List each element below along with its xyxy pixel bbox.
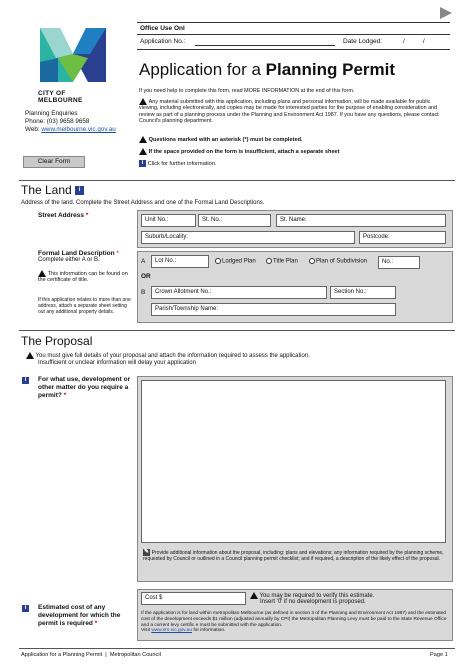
unit-no-field[interactable]: Unit No.:	[141, 214, 196, 227]
use-question-text: For what use, development or other matter do you require a permit?	[38, 376, 131, 399]
cost-label: Estimated cost of any development for which the permit is required *	[38, 604, 121, 627]
warning-icon	[250, 592, 258, 599]
page-title-emphasis: Planning Permit	[265, 60, 396, 79]
city-of-melbourne-logo	[38, 24, 108, 104]
intro-warning-2-text: Questions marked with an asterisk (*) must be completed.	[148, 137, 303, 144]
levy-visit-label: Visit	[141, 628, 152, 634]
attach-note: If this application relates to more than one address, attach a separate sheet setting out any additional property details.	[38, 297, 131, 315]
office-use-title: Office Use Onl	[140, 25, 185, 32]
radio-plan-sub[interactable]	[309, 258, 367, 265]
intro-help: If you need help to complete this form, read MORE INFORMATION at the end of this form.	[139, 88, 355, 94]
contact-block	[25, 110, 116, 134]
application-no-field[interactable]: Application No.:	[140, 38, 186, 45]
st-name-field[interactable]: St. Name:	[276, 214, 446, 227]
cost-field[interactable]: Cost $	[141, 592, 246, 605]
warning-icon	[139, 98, 147, 105]
radio-lodged-plan[interactable]	[215, 258, 256, 265]
contact-web	[25, 126, 116, 134]
intro-warning-3	[139, 148, 449, 155]
levy-note-text: If the application is for land within metropolitan Melbourne (as defined in section 3 of the Planning and Environment Act 1987) and the estimated cost of the development exceeds $1 million (adjusted annually by CPI) the Metropolitan Planning Levy must be paid to the State Revenue Office and a current levy certific e must be submitted with the application.	[141, 611, 447, 628]
proposal-section-title: The Proposal	[21, 334, 93, 348]
contact-web-link[interactable]: www.melbourne.vic.gov.au	[41, 126, 116, 133]
intro-warning-3-text: If the space provided on the form is insufficient, attach a separate sheet	[148, 149, 340, 156]
warning-icon	[26, 352, 34, 359]
land-title-text: The Land	[21, 183, 72, 197]
formal-land-sub: Complete either A or B.	[38, 257, 100, 263]
footer-page: Page 1	[430, 652, 448, 658]
radio-button[interactable]	[309, 258, 315, 264]
st-no-field[interactable]: St. No.:	[198, 214, 271, 227]
info-icon[interactable]: i	[75, 186, 84, 195]
intro-info-text: Click for further information.	[147, 161, 217, 168]
levy-visit-end: for information.	[192, 628, 226, 634]
section-no-field[interactable]: Section No.:	[330, 286, 396, 299]
intro-warning-2	[139, 136, 449, 143]
option-b-label: B	[141, 289, 146, 296]
info-icon[interactable]: i	[22, 605, 29, 612]
cost-info	[22, 605, 29, 612]
additional-info-text: Provide additional information about the proposal, including: plans and elevations; any information required by the planning scheme, requested by Council or outlined in a Council planning permit checklist; and if required, a description of the likely effect of the proposal.	[143, 550, 444, 563]
page-title	[139, 60, 395, 80]
levy-note	[141, 611, 449, 634]
info-icon[interactable]: i	[139, 160, 146, 167]
parish-field[interactable]: Parish/Township Name:	[151, 303, 396, 316]
warning-icon	[139, 148, 147, 155]
cost-notes	[250, 592, 450, 605]
date-lodged-label: Date Lodged:	[343, 38, 383, 45]
land-section-title	[21, 183, 84, 197]
radio-title-plan[interactable]	[266, 258, 298, 265]
cert-note-text: This information can be found on the certificate of title.	[38, 271, 128, 284]
lot-no-field[interactable]: Lot No.:	[151, 255, 209, 268]
warning-icon	[38, 270, 46, 277]
document-icon: ✎	[143, 549, 150, 555]
use-question	[22, 377, 29, 384]
intro-warning-1-text: Any material submitted with this application, including plans and personal information, will be made available for public viewing, including electronically, and copies may be made for interested parties for the purpose of enabling consideration and review as part of a planning process under the Planning and Environment Act 1987. If you have any questions, please contact Council's planning department.	[139, 99, 439, 124]
or-label: OR	[141, 273, 151, 280]
cost-label-text: Estimated cost of any development for which the permit is required	[38, 604, 121, 627]
radio-title-plan-label: Title Plan	[273, 258, 298, 265]
radio-lodged-plan-label: Lodged Plan	[222, 258, 256, 265]
info-icon[interactable]: i	[22, 377, 29, 384]
crown-allotment-field[interactable]: Crown Allotment No.:	[151, 286, 327, 299]
cert-note	[38, 270, 128, 283]
page-title-prefix: Application for a	[139, 60, 266, 79]
additional-info-note	[143, 549, 448, 562]
postcode-field[interactable]: Postcode:	[359, 231, 446, 244]
contact-enquiries: Planning Enquiries	[25, 110, 78, 117]
street-address-label-text: Street Address	[38, 212, 84, 219]
levy-visit	[141, 628, 449, 634]
date-lodged-field[interactable]: / /	[403, 38, 425, 45]
radio-button[interactable]	[215, 258, 221, 264]
land-desc: Address of the land. Complete the Street Address and one of the Formal Land Descriptions.	[21, 200, 265, 206]
use-question-label: For what use, development or other matter do you require a permit? *	[38, 376, 131, 399]
street-address-label: Street Address *	[38, 212, 89, 219]
proposal-textarea[interactable]	[141, 380, 446, 543]
radio-plan-sub-label: Plan of Subdivision	[316, 258, 368, 265]
sro-link[interactable]: www.sro.vic.gov.au	[151, 628, 193, 634]
option-a-label: A	[141, 258, 146, 265]
warning-icon	[139, 136, 147, 143]
footer-left: Application for a Planning Permit | Metropolitan Council	[21, 652, 161, 658]
contact-web-label: Web:	[25, 126, 42, 133]
formal-land-label-text: Formal Land Description	[38, 250, 115, 257]
suburb-field[interactable]: Suburb/Locality:	[141, 231, 355, 244]
clear-form-button[interactable]: Clear Form	[23, 156, 85, 168]
logo-m-graphic	[38, 24, 108, 86]
play-arrow-icon[interactable]	[439, 6, 453, 20]
cost-note-1: You may be required to verify this estimate.	[259, 593, 375, 600]
intro-info	[139, 160, 449, 167]
contact-phone: Phone: (03) 9658 9658	[25, 118, 90, 125]
proposal-line-1: You must give full details of your proposal and attach the information required to assess the application.	[35, 353, 310, 360]
radio-button[interactable]	[266, 258, 272, 264]
cost-note-2: Insert '0' if no development is proposed.	[260, 599, 366, 606]
logo-text: CITY OF MELBOURNE	[38, 90, 83, 104]
office-use-box	[137, 22, 450, 50]
intro-warning-1	[139, 98, 451, 124]
plan-no-field[interactable]: No.:	[378, 256, 420, 269]
proposal-instructions	[26, 352, 446, 366]
proposal-line-2: Insufficient or unclear information will delay your application	[38, 360, 196, 367]
formal-land-label: Formal Land Description * Complete either A or B.	[38, 250, 119, 263]
